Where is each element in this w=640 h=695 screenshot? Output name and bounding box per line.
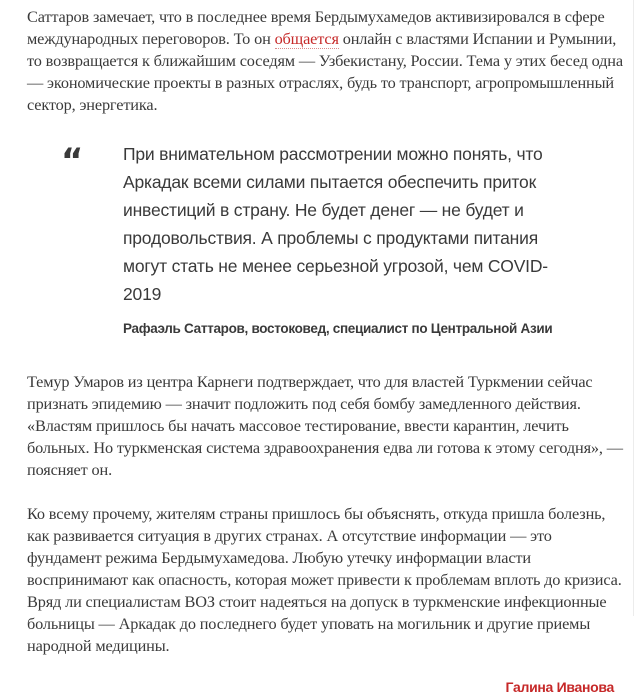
link-obshchaetsya[interactable]: общается [274, 29, 339, 48]
quote-mark-icon: “ [61, 141, 84, 181]
author-byline[interactable]: Галина Иванова [505, 679, 614, 695]
paragraph-umarov: Темур Умаров из центра Карнеги подтверждает, что для властей Туркмении сейчас признать эпидемию — значит подложить под себя бомбу замедленного действия. «Властям пришлось бы начать массовое тестирование, ввести карантин, лечить больных. Но туркменская система здравоохранения едва ли готова к этому сегодня», — поясняет он. [27, 372, 623, 479]
article-body [27, 6, 627, 695]
paragraph-sattarov [27, 6, 627, 116]
pull-quote [27, 140, 627, 338]
quote-attribution: Рафаэль Саттаров, востоковед, специалист по Центральной Азии [123, 321, 553, 336]
page-edge-divider [633, 0, 634, 616]
paragraph-conclusion: Ко всему прочему, жителям страны пришлось бы объяснять, откуда пришла болезнь, как развивается ситуация в других странах. А отсутствие информации — это фундамент режима Бердымухамедова. Любую утечку информации власти воспринимают как опасность, которая может привести к проблемам вплоть до кризиса. Вряд ли специалистам ВОЗ стоит надеяться на допуск в туркменские инфекционные больницы — Аркадак до последнего будет уповать на могильник и другие приемы народной медицины. [27, 504, 622, 655]
paragraph-text: Саттаров замечает, что в последнее время Бердымухамедов активизировался в сфере международных переговоров. То он [27, 7, 605, 48]
paragraph-text: онлайн с властями Испании и Румынии, то возвращается к ближайшим соседям — Узбекистану, России. Тема у этих бесед одна — экономические проекты в разных отраслях, будь то транспорт, агропромышленный сектор, энергетика. [27, 29, 623, 114]
quote-text: При внимательном рассмотрении можно понять, что Аркадак всеми силами пытается обеспечить приток инвестиций в страну. Не будет денег — не будет и продовольствия. А проблемы с продуктами питания могут стать не менее серьезной угрозой, чем COVID-2019 [123, 144, 548, 304]
